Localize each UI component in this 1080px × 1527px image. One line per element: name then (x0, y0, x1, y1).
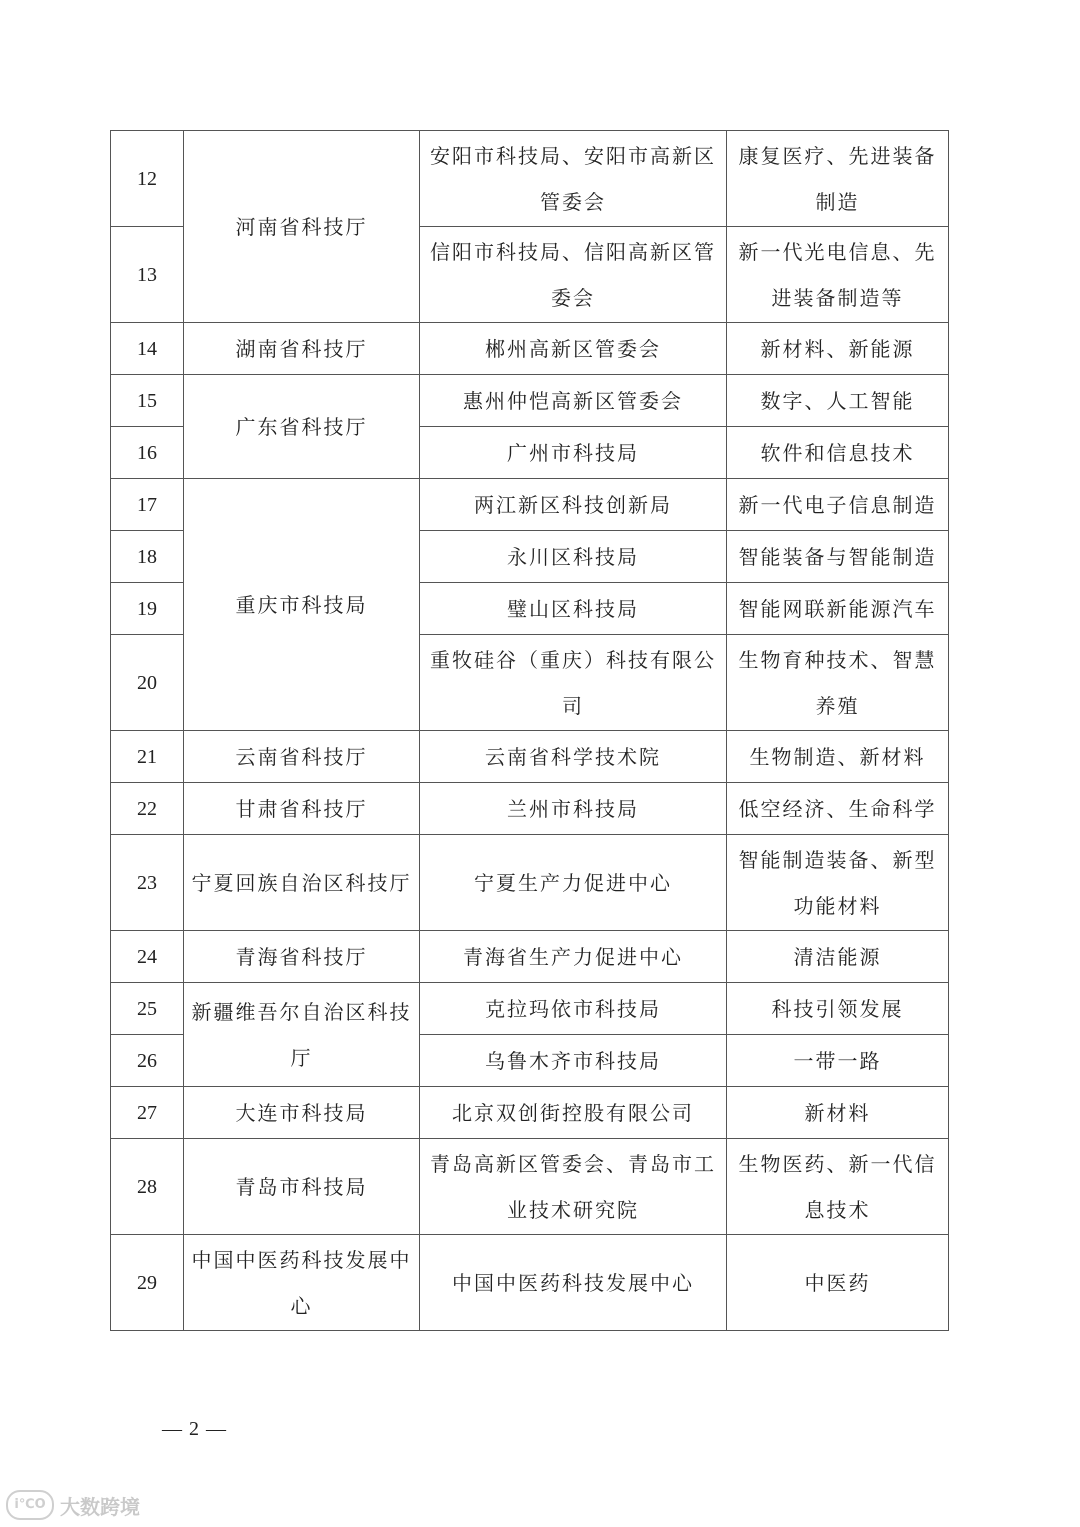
row-number: 14 (111, 323, 184, 375)
page-number: — 2 — (162, 1418, 227, 1440)
row-number: 12 (111, 131, 184, 227)
table-row (111, 479, 949, 531)
org-cell: 新疆维吾尔自治区科技厅 (184, 983, 420, 1087)
unit-cell: 北京双创街控股有限公司 (420, 1087, 727, 1139)
row-number: 27 (111, 1087, 184, 1139)
unit-cell: 信阳市科技局、信阳高新区管委会 (420, 227, 727, 323)
table-row (111, 731, 949, 783)
field-cell: 生物育种技术、智慧养殖 (727, 635, 949, 731)
watermark-text: 大数跨境 (60, 1494, 140, 1519)
table-row (111, 983, 949, 1035)
org-cell: 青海省科技厅 (184, 931, 420, 983)
field-cell: 新材料、新能源 (727, 323, 949, 375)
row-number: 23 (111, 835, 184, 931)
table-row (111, 1087, 949, 1139)
table-row (111, 783, 949, 835)
unit-cell: 璧山区科技局 (420, 583, 727, 635)
field-cell: 智能网联新能源汽车 (727, 583, 949, 635)
unit-cell: 两江新区科技创新局 (420, 479, 727, 531)
table-row (111, 131, 949, 227)
unit-cell: 惠州仲恺高新区管委会 (420, 375, 727, 427)
field-cell: 生物制造、新材料 (727, 731, 949, 783)
table-row (111, 1235, 949, 1331)
org-cell: 重庆市科技局 (184, 479, 420, 731)
unit-cell: 广州市科技局 (420, 427, 727, 479)
unit-cell: 宁夏生产力促进中心 (420, 835, 727, 931)
org-cell: 河南省科技厅 (184, 131, 420, 323)
org-cell: 中国中医药科技发展中心 (184, 1235, 420, 1331)
org-cell: 宁夏回族自治区科技厅 (184, 835, 420, 931)
row-number: 17 (111, 479, 184, 531)
field-cell: 智能装备与智能制造 (727, 531, 949, 583)
unit-cell: 青岛高新区管委会、青岛市工业技术研究院 (420, 1139, 727, 1235)
unit-cell: 克拉玛依市科技局 (420, 983, 727, 1035)
field-cell: 智能制造装备、新型功能材料 (727, 835, 949, 931)
table-row (111, 931, 949, 983)
watermark-logo-icon: i℃O (6, 1490, 54, 1520)
unit-cell: 兰州市科技局 (420, 783, 727, 835)
org-cell: 青岛市科技局 (184, 1139, 420, 1235)
field-cell: 新材料 (727, 1087, 949, 1139)
unit-cell: 重牧硅谷（重庆）科技有限公司 (420, 635, 727, 731)
table-row (111, 835, 949, 931)
org-cell: 广东省科技厅 (184, 375, 420, 479)
org-cell: 云南省科技厅 (184, 731, 420, 783)
row-number: 26 (111, 1035, 184, 1087)
unit-cell: 乌鲁木齐市科技局 (420, 1035, 727, 1087)
row-number: 16 (111, 427, 184, 479)
row-number: 21 (111, 731, 184, 783)
table-row (111, 375, 949, 427)
row-number: 18 (111, 531, 184, 583)
table-row (111, 323, 949, 375)
row-number: 19 (111, 583, 184, 635)
row-number: 15 (111, 375, 184, 427)
field-cell: 低空经济、生命科学 (727, 783, 949, 835)
field-cell: 数字、人工智能 (727, 375, 949, 427)
row-number: 22 (111, 783, 184, 835)
project-table (110, 130, 949, 1331)
field-cell: 中医药 (727, 1235, 949, 1331)
row-number: 25 (111, 983, 184, 1035)
unit-cell: 郴州高新区管委会 (420, 323, 727, 375)
row-number: 13 (111, 227, 184, 323)
unit-cell: 云南省科学技术院 (420, 731, 727, 783)
org-cell: 大连市科技局 (184, 1087, 420, 1139)
field-cell: 一带一路 (727, 1035, 949, 1087)
field-cell: 软件和信息技术 (727, 427, 949, 479)
org-cell: 甘肃省科技厅 (184, 783, 420, 835)
unit-cell: 青海省生产力促进中心 (420, 931, 727, 983)
field-cell: 新一代电子信息制造 (727, 479, 949, 531)
table-row (111, 1139, 949, 1235)
field-cell: 清洁能源 (727, 931, 949, 983)
unit-cell: 永川区科技局 (420, 531, 727, 583)
field-cell: 生物医药、新一代信息技术 (727, 1139, 949, 1235)
field-cell: 新一代光电信息、先进装备制造等 (727, 227, 949, 323)
unit-cell: 安阳市科技局、安阳市高新区管委会 (420, 131, 727, 227)
watermark (6, 1490, 140, 1520)
unit-cell: 中国中医药科技发展中心 (420, 1235, 727, 1331)
field-cell: 康复医疗、先进装备制造 (727, 131, 949, 227)
row-number: 28 (111, 1139, 184, 1235)
row-number: 24 (111, 931, 184, 983)
row-number: 29 (111, 1235, 184, 1331)
org-cell: 湖南省科技厅 (184, 323, 420, 375)
row-number: 20 (111, 635, 184, 731)
field-cell: 科技引领发展 (727, 983, 949, 1035)
